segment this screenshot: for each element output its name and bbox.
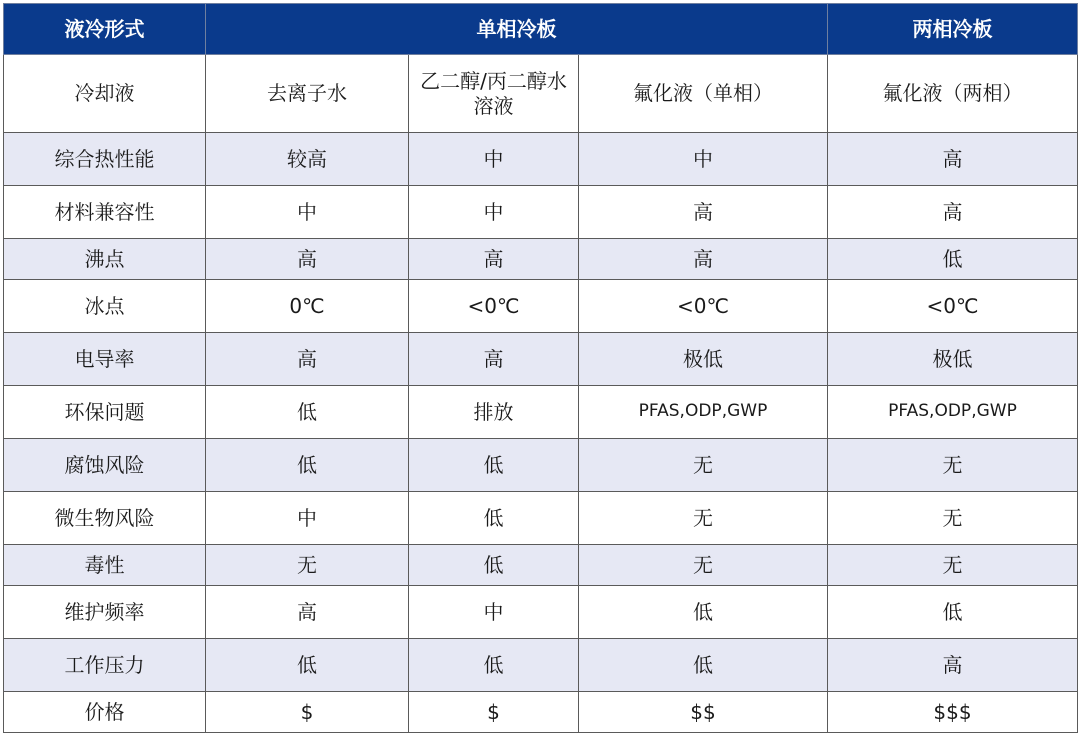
cell: 高 — [579, 186, 828, 239]
cell: 去离子水 — [206, 55, 409, 133]
table-row — [4, 692, 1078, 733]
table-row — [4, 133, 1078, 186]
cell: 低 — [409, 545, 579, 586]
cell: 乙二醇/丙二醇水溶液 — [409, 55, 579, 133]
cell: 无 — [828, 492, 1078, 545]
cell: 0℃ — [206, 280, 409, 333]
table-row — [4, 333, 1078, 386]
cell: 低 — [828, 239, 1078, 280]
cell: 极低 — [828, 333, 1078, 386]
cell: 低 — [579, 639, 828, 692]
header-cooling-type: 液冷形式 — [4, 4, 206, 55]
cell: 高 — [828, 186, 1078, 239]
header-single-phase-cold-plate: 单相冷板 — [206, 4, 828, 55]
table-row — [4, 639, 1078, 692]
cell: 低 — [579, 586, 828, 639]
table-row — [4, 280, 1078, 333]
cell: $$$ — [828, 692, 1078, 733]
cell: 中 — [206, 186, 409, 239]
cell: 低 — [409, 492, 579, 545]
cell: $ — [206, 692, 409, 733]
cell: 无 — [579, 545, 828, 586]
cell: 高 — [409, 239, 579, 280]
row-label: 沸点 — [4, 239, 206, 280]
cell: 中 — [409, 586, 579, 639]
row-label: 冰点 — [4, 280, 206, 333]
row-label: 微生物风险 — [4, 492, 206, 545]
row-label: 价格 — [4, 692, 206, 733]
cell: <0℃ — [579, 280, 828, 333]
row-label: 综合热性能 — [4, 133, 206, 186]
cell: 高 — [828, 133, 1078, 186]
cell: 高 — [206, 333, 409, 386]
cell: 氟化液（单相） — [579, 55, 828, 133]
row-label: 电导率 — [4, 333, 206, 386]
table-row — [4, 586, 1078, 639]
cell: 低 — [828, 586, 1078, 639]
row-label: 冷却液 — [4, 55, 206, 133]
cell: 低 — [206, 439, 409, 492]
cell: $ — [409, 692, 579, 733]
table-row — [4, 439, 1078, 492]
cell: $$ — [579, 692, 828, 733]
cell: 无 — [828, 439, 1078, 492]
cell: 高 — [409, 333, 579, 386]
row-label: 维护频率 — [4, 586, 206, 639]
cell: 低 — [409, 439, 579, 492]
row-label: 毒性 — [4, 545, 206, 586]
cell: 较高 — [206, 133, 409, 186]
header-two-phase-cold-plate: 两相冷板 — [828, 4, 1078, 55]
cell: 无 — [206, 545, 409, 586]
cell: 低 — [206, 639, 409, 692]
cell: 氟化液（两相） — [828, 55, 1078, 133]
cell: 中 — [409, 133, 579, 186]
coolant-comparison-table — [3, 3, 1078, 733]
table-row — [4, 239, 1078, 280]
table-row — [4, 492, 1078, 545]
cell: 中 — [579, 133, 828, 186]
table-row — [4, 186, 1078, 239]
row-label: 材料兼容性 — [4, 186, 206, 239]
cell: 低 — [206, 386, 409, 439]
cell: 高 — [206, 239, 409, 280]
cell: 高 — [206, 586, 409, 639]
header-row — [4, 4, 1078, 55]
row-label: 工作压力 — [4, 639, 206, 692]
cell: PFAS,ODP,GWP — [828, 386, 1078, 439]
cell: 高 — [828, 639, 1078, 692]
cell: 极低 — [579, 333, 828, 386]
coolant-row — [4, 55, 1078, 133]
row-label: 腐蚀风险 — [4, 439, 206, 492]
cell: 高 — [579, 239, 828, 280]
cell: <0℃ — [828, 280, 1078, 333]
cell: 排放 — [409, 386, 579, 439]
cell: <0℃ — [409, 280, 579, 333]
table-row — [4, 386, 1078, 439]
cell: 无 — [579, 492, 828, 545]
cell: PFAS,ODP,GWP — [579, 386, 828, 439]
cell: 低 — [409, 639, 579, 692]
row-label: 环保问题 — [4, 386, 206, 439]
cell: 中 — [206, 492, 409, 545]
cell: 中 — [409, 186, 579, 239]
table-row — [4, 545, 1078, 586]
cell: 无 — [579, 439, 828, 492]
cell: 无 — [828, 545, 1078, 586]
